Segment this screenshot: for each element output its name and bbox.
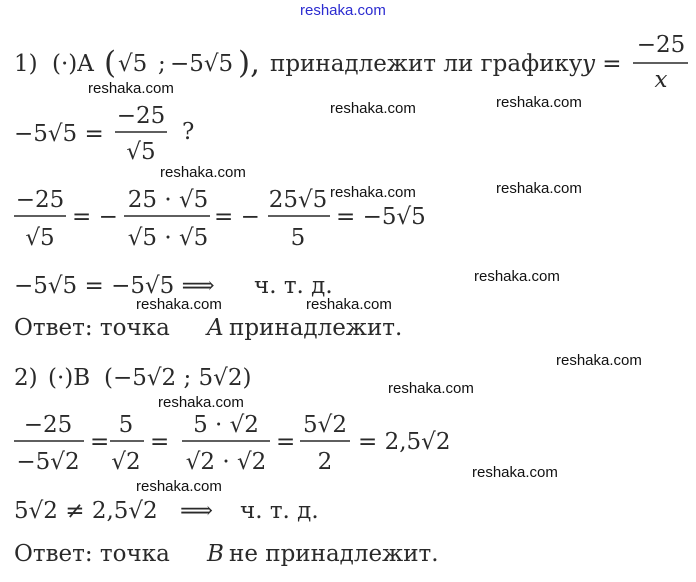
watermark: reshaka.com bbox=[330, 100, 416, 117]
part1-calc-eq-1: = − bbox=[72, 204, 118, 230]
watermark: reshaka.com bbox=[306, 296, 392, 313]
watermark: reshaka.com bbox=[88, 80, 174, 97]
part1-point: (·)A bbox=[52, 51, 94, 77]
watermark: reshaka.com bbox=[158, 394, 244, 411]
part1-function-numerator: −25 bbox=[636, 32, 686, 58]
part1-check-denominator: √5 bbox=[126, 139, 156, 165]
site-link[interactable]: reshaka.com bbox=[300, 2, 386, 19]
watermark: reshaka.com bbox=[388, 380, 474, 397]
part2-calc-eq-2: = bbox=[150, 429, 170, 455]
part1-calc-denominator-2: √5 · √5 bbox=[127, 225, 209, 251]
part2-qed: ч. т. д. bbox=[240, 498, 319, 524]
part2-answer-prefix: Ответ: точка bbox=[14, 541, 170, 567]
part1-qed: ч. т. д. bbox=[254, 273, 333, 299]
part2-coordinates: (−5√2 ; 5√2) bbox=[104, 365, 252, 391]
part1-function-denominator: x bbox=[654, 67, 668, 93]
part1-answer-prefix: Ответ: точка bbox=[14, 315, 170, 341]
part1-answer-point: A bbox=[207, 315, 224, 341]
part1-check-numerator: −25 bbox=[116, 103, 166, 129]
watermark: reshaka.com bbox=[330, 184, 416, 201]
part2-calc-denominator-4: 2 bbox=[317, 449, 333, 475]
part1-check-lhs: −5√5 = bbox=[14, 121, 104, 147]
part1-calc-result: = −5√5 bbox=[336, 204, 426, 230]
part1-function-lhs: y = bbox=[582, 51, 622, 77]
part2-answer-point: B bbox=[207, 541, 224, 567]
part1-calc-numerator-1: −25 bbox=[15, 187, 65, 213]
part2-calc-eq-3: = bbox=[276, 429, 296, 455]
watermark: reshaka.com bbox=[556, 352, 642, 369]
part2-calc-numerator-3: 5 · √2 bbox=[193, 412, 259, 438]
part2-calc-eq-1: = bbox=[90, 429, 110, 455]
part1-calc-denominator-1: √5 bbox=[25, 225, 55, 251]
watermark: reshaka.com bbox=[160, 164, 246, 181]
watermark: reshaka.com bbox=[474, 268, 560, 285]
part2-calc-denominator-1: −5√2 bbox=[16, 449, 80, 475]
part1-coord-close: ), bbox=[238, 45, 260, 81]
part2-implies: ⟹ bbox=[180, 498, 213, 524]
part1-coord-open: ( bbox=[104, 45, 117, 81]
part2-calc-numerator-1: −25 bbox=[23, 412, 73, 438]
part1-calc-eq-2: = − bbox=[214, 204, 260, 230]
part1-calc-numerator-3: 25√5 bbox=[268, 187, 328, 213]
watermark: reshaka.com bbox=[496, 180, 582, 197]
part1-calc-numerator-2: 25 · √5 bbox=[127, 187, 209, 213]
part2-point: (·)B bbox=[48, 365, 91, 391]
part2-calc-numerator-2: 5 bbox=[118, 412, 134, 438]
watermark: reshaka.com bbox=[496, 94, 582, 111]
part1-number: 1) bbox=[14, 51, 38, 77]
part2-answer-suffix: не принадлежит. bbox=[229, 541, 439, 567]
watermark: reshaka.com bbox=[472, 464, 558, 481]
part1-equality: −5√5 = −5√5 ⟹ bbox=[14, 273, 215, 299]
part1-calc-denominator-3: 5 bbox=[290, 225, 306, 251]
part1-y-coord: −5√5 bbox=[170, 51, 234, 77]
part2-calc-numerator-4: 5√2 bbox=[303, 412, 347, 438]
part1-question: принадлежит ли графику bbox=[270, 51, 583, 77]
watermark: reshaka.com bbox=[136, 478, 222, 495]
part1-check-question-mark: ? bbox=[182, 119, 195, 145]
part2-calc-denominator-2: √2 bbox=[111, 449, 141, 475]
part2-calc-denominator-3: √2 · √2 bbox=[185, 449, 267, 475]
part2-inequality: 5√2 ≠ 2,5√2 bbox=[14, 498, 158, 524]
part2-number: 2) bbox=[14, 365, 38, 391]
part1-answer-suffix: принадлежит. bbox=[229, 315, 403, 341]
part2-calc-result: = 2,5√2 bbox=[358, 429, 451, 455]
part1-x-coord: √5 bbox=[118, 51, 148, 77]
watermark: reshaka.com bbox=[136, 296, 222, 313]
part1-separator: ; bbox=[158, 51, 166, 77]
